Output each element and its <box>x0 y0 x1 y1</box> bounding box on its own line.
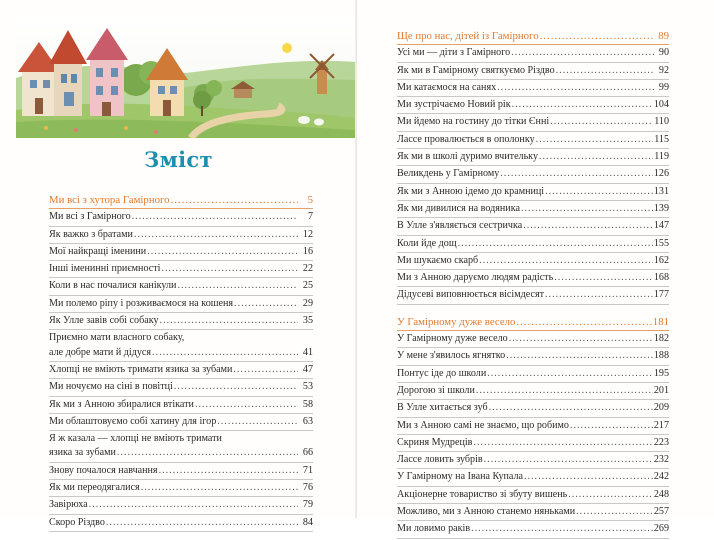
toc-entry[interactable] <box>397 271 669 285</box>
toc-entry[interactable] <box>49 262 313 276</box>
toc-entry-title: У Гамірному дуже весело <box>397 333 508 345</box>
toc-divider <box>49 208 313 209</box>
toc-divider <box>397 538 669 539</box>
toc-divider <box>49 260 313 261</box>
toc-divider <box>397 165 669 166</box>
toc-divider <box>397 330 669 331</box>
toc-entry-title: Дідусеві виповнюється вісімдесят <box>397 289 545 301</box>
toc-page-number: 217 <box>653 419 669 431</box>
toc-divider <box>49 514 313 515</box>
toc-leader-dots <box>524 470 653 484</box>
toc-divider <box>49 277 313 278</box>
toc-page-number: 155 <box>653 237 669 249</box>
toc-divider <box>49 361 313 362</box>
toc-entry-title: В Улле з'являється сестричка <box>397 220 523 232</box>
toc-right <box>397 29 669 540</box>
toc-divider <box>397 183 669 184</box>
toc-page-number: 147 <box>653 220 669 232</box>
toc-entry[interactable] <box>397 46 669 60</box>
toc-divider <box>397 434 669 435</box>
toc-entry[interactable] <box>49 297 313 311</box>
toc-leader-dots <box>174 380 298 394</box>
toc-divider <box>397 62 669 63</box>
toc-entry[interactable] <box>49 363 313 377</box>
toc-entry-title: Скоро Різдво <box>49 516 105 528</box>
toc-page-number: 47 <box>302 363 313 375</box>
toc-entry-title: Дорогою зі школи <box>397 384 475 396</box>
toc-entry[interactable] <box>397 202 669 216</box>
toc-entry[interactable] <box>49 498 313 512</box>
toc-leader-dots <box>117 446 298 460</box>
toc-leader-dots <box>509 332 653 346</box>
toc-entry-title: Завірюха <box>49 499 88 511</box>
toc-entry-title: Як ми в школі дуримо вчительку <box>397 151 538 163</box>
toc-divider <box>49 430 313 431</box>
toc-page-number: 177 <box>653 289 669 301</box>
toc-page-number: 7 <box>307 211 313 223</box>
toc-entry-title: Великдень у Гамірному <box>397 168 500 180</box>
toc-divider <box>49 396 313 397</box>
toc-page-number: 5 <box>307 194 313 206</box>
toc-entry-title: Як ми в Гамірному святкуємо Різдво <box>397 64 555 76</box>
toc-page-number: 248 <box>653 488 669 500</box>
toc-leader-dots <box>512 98 653 112</box>
toc-leader-dots <box>147 245 298 259</box>
toc-entry[interactable] <box>397 505 669 519</box>
toc-entry-title: Ми полемо ріпу і розживаємося на кошеня <box>49 297 234 309</box>
toc-section-title: Ми всі з хутора Гамірного <box>49 194 170 206</box>
toc-page-number: 269 <box>653 523 669 535</box>
toc-entry[interactable] <box>397 367 669 381</box>
toc-page-number: 104 <box>653 99 669 111</box>
toc-leader-dots <box>556 64 654 78</box>
toc-entry[interactable] <box>397 419 669 433</box>
toc-entry-title: Ми зустрічаємо Новий рік <box>397 99 511 111</box>
toc-divider <box>49 243 313 244</box>
toc-leader-dots <box>511 46 654 60</box>
toc-entry-title-line1: Я ж казала — хлопці не вміють тримати <box>49 433 222 445</box>
toc-divider <box>397 417 669 418</box>
toc-divider <box>397 520 669 521</box>
toc-page-number: 76 <box>302 482 313 494</box>
toc-entry[interactable] <box>49 380 313 394</box>
toc-divider <box>397 252 669 253</box>
toc-divider <box>49 413 313 414</box>
toc-entry[interactable] <box>397 522 669 536</box>
toc-entry-title: Як важко з братами <box>49 228 133 240</box>
toc-entry-title: Ми всі з Гамірного <box>49 211 131 223</box>
toc-leader-dots <box>160 314 298 328</box>
toc-entry-title: У мене з'явилось ягнятко <box>397 350 506 362</box>
toc-leader-dots <box>506 349 653 363</box>
toc-divider <box>397 96 669 97</box>
toc-entry[interactable] <box>397 185 669 199</box>
toc-page-number: 188 <box>653 350 669 362</box>
toc-entry[interactable] <box>397 98 669 112</box>
toc-page-number: 89 <box>658 30 669 42</box>
toc-entry-title: Понтус іде до школи <box>397 367 487 379</box>
toc-entry-title: Інші іменинні приємності <box>49 263 161 275</box>
toc-entry[interactable] <box>397 219 669 233</box>
toc-entry[interactable] <box>397 288 669 302</box>
toc-leader-dots <box>195 398 298 412</box>
toc-leader-dots <box>89 498 298 512</box>
toc-page-number: 201 <box>653 384 669 396</box>
toc-entry-title: Знову почалося навчання <box>49 464 158 476</box>
toc-divider <box>49 226 313 227</box>
toc-section-title: Ще про нас, дітей із Гамірного <box>397 30 539 42</box>
toc-entry-title: Як ми з Анною збиралися втікати <box>49 398 194 410</box>
toc-page-number: 71 <box>302 464 313 476</box>
toc-divider <box>397 131 669 132</box>
toc-leader-dots <box>152 346 298 360</box>
left-page <box>0 0 357 528</box>
toc-leader-dots <box>489 401 653 415</box>
toc-page-number: 168 <box>653 272 669 284</box>
toc-entry[interactable] <box>397 488 669 502</box>
toc-divider <box>397 347 669 348</box>
toc-divider <box>397 148 669 149</box>
toc-leader-dots <box>484 453 653 467</box>
toc-divider <box>397 200 669 201</box>
toc-entry[interactable] <box>49 432 313 461</box>
toc-divider <box>49 312 313 313</box>
toc-divider <box>397 304 669 305</box>
toc-entry[interactable] <box>397 254 669 268</box>
toc-leader-dots <box>545 288 653 302</box>
toc-entry-title: Як ми з Анною ідемо до крамниці <box>397 185 545 197</box>
toc-page-number: 79 <box>302 499 313 511</box>
toc-entry-title: Лассе ловить зубрів <box>397 454 483 466</box>
toc-page-number: 110 <box>654 116 669 128</box>
toc-leader-dots <box>177 279 298 293</box>
toc-divider <box>397 113 669 114</box>
page-title: Зміст <box>144 147 213 172</box>
toc-entry[interactable] <box>397 332 669 346</box>
toc-page-number: 126 <box>653 168 669 180</box>
toc-page-number: 90 <box>658 47 669 59</box>
toc-page-number: 63 <box>302 415 313 427</box>
toc-page-number: 209 <box>653 402 669 414</box>
toc-page-number: 119 <box>654 151 669 163</box>
toc-entry[interactable] <box>397 167 669 181</box>
toc-entry[interactable] <box>49 398 313 412</box>
toc-page-number: 66 <box>302 447 313 459</box>
toc-page-number: 182 <box>653 333 669 345</box>
toc-leader-dots <box>171 193 298 207</box>
toc-entry-title: Ми катаємося на санях <box>397 81 497 93</box>
toc-entry-title-line2: язика за зубами <box>49 447 116 459</box>
toc-entry-title: Мої найкращі іменини <box>49 245 147 257</box>
toc-entry[interactable] <box>49 279 313 293</box>
toc-entry-title: Ми облаштовуємо собі хатину для ігор <box>49 415 217 427</box>
toc-entry-line2 <box>49 446 313 460</box>
toc-entry-title: Як ми дивилися на водяника <box>397 202 520 214</box>
toc-entry[interactable] <box>397 470 669 484</box>
toc-left <box>49 193 313 533</box>
toc-leader-dots <box>471 522 653 536</box>
toc-entry[interactable] <box>49 331 313 360</box>
toc-entry[interactable] <box>49 245 313 259</box>
toc-leader-dots <box>500 167 653 181</box>
toc-page-number: 181 <box>652 315 669 328</box>
toc-section-heading[interactable] <box>397 315 669 329</box>
toc-leader-dots <box>473 436 652 450</box>
toc-leader-dots <box>497 81 654 95</box>
toc-leader-dots <box>234 297 298 311</box>
toc-page-number: 29 <box>302 297 313 309</box>
toc-section-heading[interactable] <box>49 193 313 207</box>
toc-page-number: 12 <box>302 228 313 240</box>
toc-leader-dots <box>554 271 653 285</box>
toc-page-number: 99 <box>658 81 669 93</box>
toc-divider <box>397 451 669 452</box>
toc-leader-dots <box>159 464 298 478</box>
toc-entry-title-line1: Приємно мати власного собаку, <box>49 332 185 344</box>
toc-divider <box>397 486 669 487</box>
toc-page-number: 92 <box>658 64 669 76</box>
toc-entry-title: Акціонерне товариство зі збуту вишень <box>397 488 568 500</box>
toc-entry[interactable] <box>49 464 313 478</box>
toc-divider <box>397 286 669 287</box>
toc-leader-dots <box>576 505 653 519</box>
toc-entry[interactable] <box>397 64 669 78</box>
toc-entry[interactable] <box>397 401 669 415</box>
toc-entry-title: Ми з Анною даруємо людям радість <box>397 272 554 284</box>
toc-leader-dots <box>476 384 653 398</box>
toc-leader-dots <box>487 367 653 381</box>
toc-entry-title-line2: але добре мати й дідуся <box>49 346 152 358</box>
toc-divider <box>49 479 313 480</box>
toc-page-number: 84 <box>302 516 313 528</box>
toc-entry-title: Ми йдемо на гостину до тітки Єнні <box>397 116 550 128</box>
toc-entry[interactable] <box>49 314 313 328</box>
toc-divider <box>49 462 313 463</box>
toc-leader-dots <box>516 315 651 329</box>
toc-divider <box>397 399 669 400</box>
toc-entry-title: Лассе провалюється в ополонку <box>397 133 535 145</box>
toc-leader-dots <box>479 254 653 268</box>
toc-entry[interactable] <box>397 81 669 95</box>
toc-entry-title: Коли в нас почалися канікули <box>49 280 177 292</box>
toc-leader-dots <box>523 219 653 233</box>
toc-divider <box>397 269 669 270</box>
toc-page-number: 257 <box>653 506 669 518</box>
toc-section-heading[interactable] <box>397 29 669 43</box>
toc-divider <box>397 79 669 80</box>
toc-divider <box>397 382 669 383</box>
toc-divider <box>397 468 669 469</box>
section-gap <box>397 306 669 315</box>
toc-divider <box>49 496 313 497</box>
sun-icon <box>282 43 292 53</box>
toc-entry-title: Ми шукаємо скарб <box>397 254 479 266</box>
toc-leader-dots <box>233 363 298 377</box>
toc-leader-dots <box>458 237 653 251</box>
toc-entry[interactable] <box>397 150 669 164</box>
toc-page-number: 162 <box>653 254 669 266</box>
toc-entry-title: Можливо, ми з Анною станемо няньками <box>397 506 576 518</box>
toc-divider <box>397 503 669 504</box>
toc-leader-dots <box>521 202 653 216</box>
toc-entry[interactable] <box>397 115 669 129</box>
toc-page-number: 139 <box>653 202 669 214</box>
toc-leader-dots <box>141 481 298 495</box>
toc-page-number: 115 <box>654 133 669 145</box>
toc-page-number: 195 <box>653 367 669 379</box>
toc-divider <box>397 217 669 218</box>
toc-entry-title: В Улле хитається зуб <box>397 402 488 414</box>
toc-divider <box>49 531 313 532</box>
toc-page-number: 223 <box>653 436 669 448</box>
toc-entry-title: У Гамірному на Івана Купала <box>397 471 523 483</box>
toc-page-number: 53 <box>302 381 313 393</box>
toc-entry[interactable] <box>49 415 313 429</box>
toc-entry[interactable] <box>49 228 313 242</box>
toc-leader-dots <box>545 185 653 199</box>
toc-entry[interactable] <box>397 133 669 147</box>
toc-divider <box>397 235 669 236</box>
toc-page-number: 232 <box>653 454 669 466</box>
toc-leader-dots <box>132 210 298 224</box>
toc-section-title: У Гамірному дуже весело <box>397 315 516 328</box>
toc-leader-dots <box>536 133 654 147</box>
toc-divider <box>397 365 669 366</box>
toc-leader-dots <box>570 419 653 433</box>
toc-entry-title: Як Улле завів собі собаку <box>49 315 159 327</box>
toc-divider <box>397 44 669 45</box>
toc-entry[interactable] <box>397 436 669 450</box>
toc-page-number: 58 <box>302 398 313 410</box>
toc-page-number: 16 <box>302 245 313 257</box>
toc-entry[interactable] <box>49 481 313 495</box>
toc-leader-dots <box>550 115 653 129</box>
toc-entry[interactable] <box>49 210 313 224</box>
toc-entry-title: Як ми переодягалися <box>49 482 140 494</box>
toc-entry-title: Коли йде дощ <box>397 237 457 249</box>
toc-leader-dots <box>568 488 653 502</box>
toc-leader-dots <box>161 262 298 276</box>
toc-page-number: 131 <box>653 185 669 197</box>
toc-entry[interactable] <box>397 237 669 251</box>
sheep-icon <box>298 116 310 124</box>
toc-entry-title: Хлопці не вміють тримати язика за зубами <box>49 363 233 375</box>
toc-leader-dots <box>134 228 298 242</box>
toc-leader-dots <box>540 29 654 43</box>
toc-entry-title: Ми ловимо раків <box>397 523 471 535</box>
toc-entry-title: Ми ночуємо на сіні в повітці <box>49 381 173 393</box>
toc-divider <box>49 378 313 379</box>
toc-entry-line2 <box>49 346 313 360</box>
toc-divider <box>49 329 313 330</box>
toc-page-number: 22 <box>302 263 313 275</box>
toc-page-number: 41 <box>302 346 313 358</box>
toc-entry-title: Ми з Анною самі не знаємо, що робимо <box>397 419 569 431</box>
toc-leader-dots <box>217 415 298 429</box>
toc-entry[interactable] <box>397 384 669 398</box>
toc-entry-title: Скриня Мудреців <box>397 436 473 448</box>
toc-divider <box>49 295 313 296</box>
toc-page-number: 242 <box>653 471 669 483</box>
toc-entry[interactable] <box>397 453 669 467</box>
village-illustration <box>16 18 357 138</box>
toc-page-number: 25 <box>302 280 313 292</box>
toc-page-number: 35 <box>302 315 313 327</box>
toc-entry[interactable] <box>397 349 669 363</box>
toc-entry-title: Усі ми — діти з Гамірного <box>397 47 511 59</box>
toc-leader-dots <box>539 150 653 164</box>
